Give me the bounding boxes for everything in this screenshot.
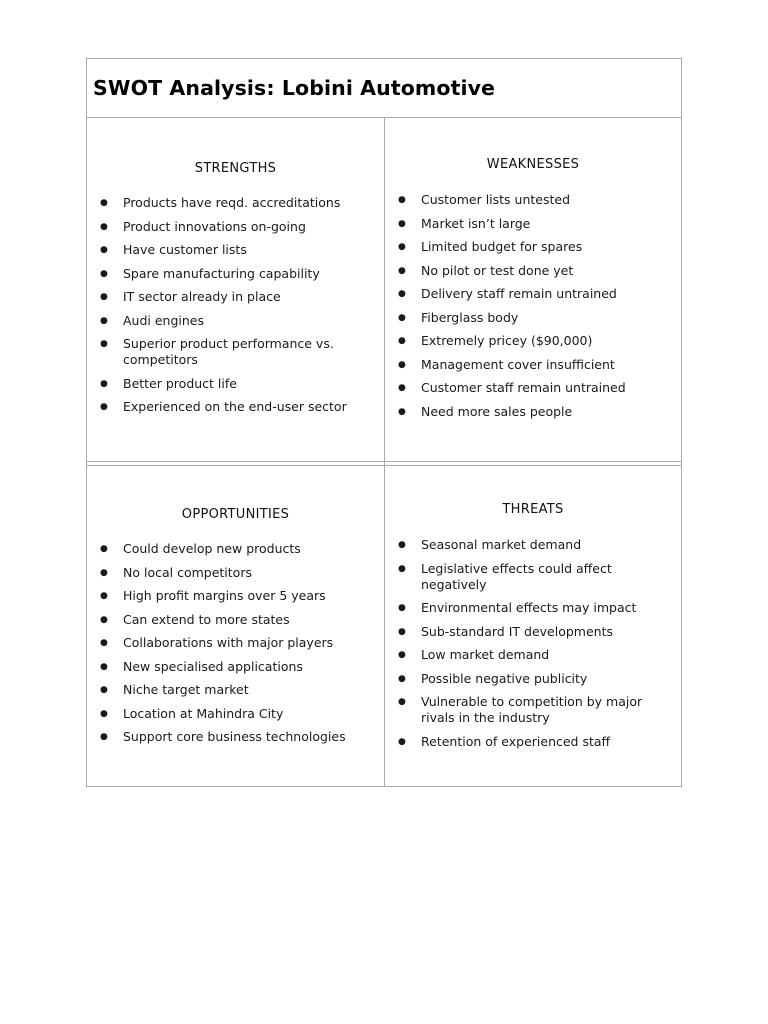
bullet-icon: ● <box>100 732 108 742</box>
bullet-icon: ● <box>100 198 108 208</box>
list-item-text: Legislative effects could affect negatively <box>421 560 612 592</box>
list-item-text: Spare manufacturing capability <box>123 265 320 281</box>
list-item <box>385 380 675 396</box>
list-item <box>87 195 378 211</box>
list-item-text: Audi engines <box>123 312 204 328</box>
list-item-text: Product innovations on-going <box>123 218 306 234</box>
list-item-text: Extremely pricey ($90,000) <box>421 333 593 348</box>
list-item-text: Environmental effects may impact <box>421 600 637 615</box>
bullet-icon: ● <box>398 626 406 637</box>
opportunities-cell <box>87 462 385 786</box>
list-item-text: Vulnerable to competition by major rivals in the industry <box>421 694 643 725</box>
bullet-icon: ● <box>100 339 108 349</box>
bullet-icon: ● <box>398 650 406 660</box>
bullet-icon: ● <box>100 402 108 412</box>
bullet-icon: ● <box>100 614 108 625</box>
list-item-text: Delivery staff remain untrained <box>421 286 617 301</box>
bullet-icon: ● <box>100 708 108 719</box>
list-item-text: High profit margins over 5 years <box>123 588 326 603</box>
list-item-text: Products have reqd. accreditations <box>123 195 341 210</box>
list-item-text: Can extend to more states <box>123 611 290 627</box>
list-item <box>385 357 675 373</box>
list-item <box>87 635 378 651</box>
list-item-text: IT sector already in place <box>123 289 281 304</box>
list-item <box>87 682 378 698</box>
list-item <box>385 192 675 208</box>
bullet-icon: ● <box>100 378 108 389</box>
list-item <box>87 313 378 329</box>
list-item <box>385 263 675 279</box>
list-item <box>87 336 378 368</box>
bullet-icon: ● <box>100 638 108 648</box>
list-item <box>87 242 378 258</box>
list-item-text: Location at Mahindra City <box>123 705 284 721</box>
bullet-icon: ● <box>398 603 406 613</box>
list-item-text: Need more sales people <box>421 403 573 419</box>
list-item-text: Better product life <box>123 375 237 391</box>
list-item <box>87 289 378 305</box>
bullet-icon: ● <box>100 591 108 601</box>
bullet-icon: ● <box>398 406 406 417</box>
list-item <box>385 561 675 593</box>
bullet-icon: ● <box>398 697 406 707</box>
page-title: SWOT Analysis: Lobini Automotive <box>93 76 496 100</box>
list-item <box>87 219 378 235</box>
list-item-text: Possible negative publicity <box>421 670 588 686</box>
list-item-text: Customer staff remain untrained <box>421 380 626 395</box>
list-item <box>87 399 378 415</box>
list-item <box>385 600 675 616</box>
weaknesses-cell <box>385 118 681 462</box>
bullet-icon: ● <box>100 315 108 326</box>
list-item <box>87 588 378 604</box>
list-item-text: Limited budget for spares <box>421 239 583 254</box>
bullet-icon: ● <box>398 383 406 393</box>
bullet-icon: ● <box>398 563 406 574</box>
list-item-text: No pilot or test done yet <box>421 262 574 278</box>
list-item <box>385 239 675 255</box>
list-item <box>385 734 675 750</box>
bullet-icon: ● <box>398 673 406 684</box>
bullet-icon: ● <box>398 242 406 252</box>
opportunities-heading: OPPORTUNITIES <box>181 507 290 522</box>
list-item-text: Have customer lists <box>123 242 247 257</box>
threats-heading: THREATS <box>502 502 564 517</box>
bullet-icon: ● <box>398 265 406 276</box>
list-item-text: Fiberglass body <box>421 309 519 325</box>
list-item <box>385 310 675 326</box>
weaknesses-heading: WEAKNESSES <box>486 157 580 172</box>
opportunities-list <box>87 541 378 753</box>
bullet-icon: ● <box>398 336 406 346</box>
list-item-text: Sub-standard IT developments <box>421 623 613 639</box>
list-item <box>87 376 378 392</box>
bullet-icon: ● <box>100 245 108 255</box>
list-item-text: Niche target market <box>123 682 249 697</box>
list-item-text: Seasonal market demand <box>421 537 582 552</box>
list-item <box>385 624 675 640</box>
bullet-icon: ● <box>100 544 108 554</box>
weaknesses-list <box>385 192 675 427</box>
list-item <box>385 333 675 349</box>
list-item-text: New specialised applications <box>123 658 303 674</box>
swot-document <box>86 58 682 787</box>
list-item-text: Low market demand <box>421 647 550 662</box>
list-item <box>87 612 378 628</box>
list-item <box>385 537 675 553</box>
list-item <box>385 694 675 726</box>
list-item-text: Management cover insufficient <box>421 356 615 372</box>
list-item <box>87 659 378 675</box>
bullet-icon: ● <box>100 268 108 279</box>
list-item-text: Retention of experienced staff <box>421 733 611 749</box>
bullet-icon: ● <box>398 218 406 229</box>
list-item-text: Market isn’t large <box>421 215 531 231</box>
strengths-list <box>87 195 378 423</box>
list-item <box>87 541 378 557</box>
list-item-text: Support core business technologies <box>123 729 346 744</box>
bullet-icon: ● <box>398 195 406 205</box>
list-item <box>87 266 378 282</box>
list-item-text: Collaborations with major players <box>123 635 334 650</box>
bullet-icon: ● <box>100 685 108 695</box>
bullet-icon: ● <box>398 359 406 370</box>
list-item-text: Could develop new products <box>123 541 301 556</box>
bullet-icon: ● <box>100 221 108 232</box>
list-item-text: Superior product performance vs. competitors <box>123 336 334 367</box>
list-item <box>385 286 675 302</box>
list-item <box>385 647 675 663</box>
list-item <box>385 216 675 232</box>
bullet-icon: ● <box>100 567 108 578</box>
bullet-icon: ● <box>398 289 406 299</box>
title-row <box>87 59 681 118</box>
bullet-icon: ● <box>100 661 108 672</box>
list-item <box>87 565 378 581</box>
list-item-text: Customer lists untested <box>421 192 571 207</box>
threats-list <box>385 537 675 757</box>
strengths-cell <box>87 118 385 462</box>
bullet-icon: ● <box>398 312 406 323</box>
bullet-icon: ● <box>398 736 406 747</box>
list-item <box>385 671 675 687</box>
list-item <box>87 706 378 722</box>
list-item-text: No local competitors <box>123 564 252 580</box>
list-item-text: Experienced on the end-user sector <box>123 399 347 414</box>
bullet-icon: ● <box>100 292 108 302</box>
list-item <box>87 729 378 745</box>
strengths-heading: STRENGTHS <box>194 161 277 176</box>
list-item <box>385 404 675 420</box>
threats-cell <box>385 462 681 786</box>
bullet-icon: ● <box>398 540 406 550</box>
